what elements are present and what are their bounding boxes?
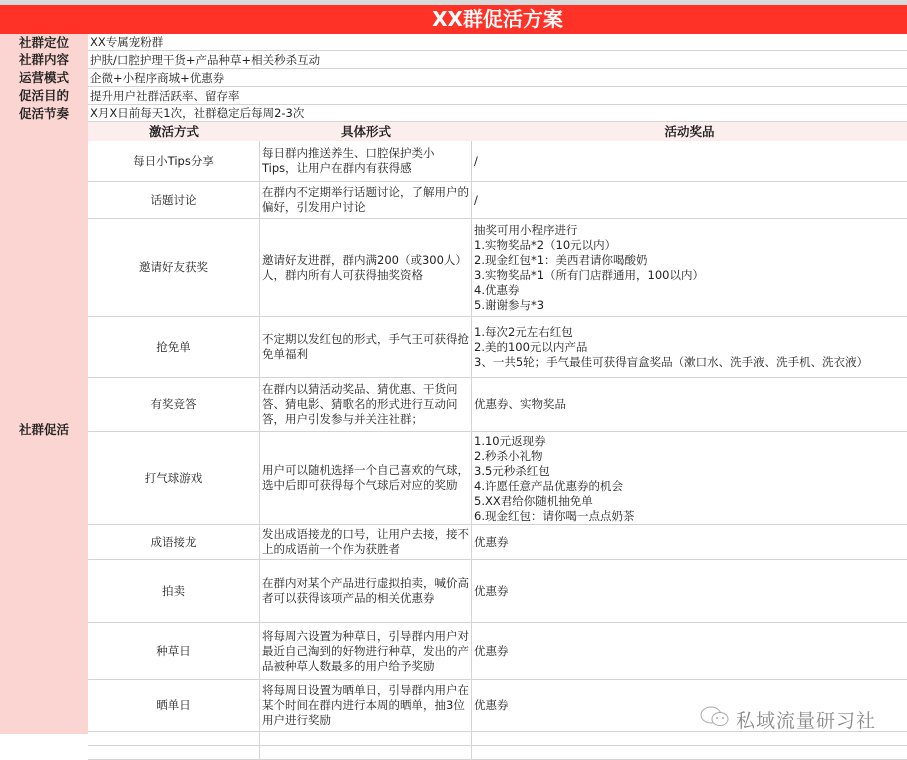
prize-line: / xyxy=(474,153,478,168)
prize-line: 5.谢谢参与*3 xyxy=(474,297,545,312)
form-cell[interactable]: 不定期以发红包的形式，手气王可获得抢免单福利 xyxy=(260,317,472,377)
table-row xyxy=(88,525,907,560)
prize-line: 4.优惠券 xyxy=(474,282,520,297)
form-cell[interactable]: 将每周六设置为种草日，引导群内用户对最近自己淘到的好物进行种草，发出的产品被种草人数最多的用户给予奖励 xyxy=(260,623,472,679)
prize-line: 1.实物奖品*2（10元以内） xyxy=(474,237,617,252)
watermark: 私域流量研习社 xyxy=(700,706,876,733)
prize-line: 3.实物奖品*1（所有门店群通用，100以内） xyxy=(474,267,704,282)
prize-cell[interactable] xyxy=(472,317,907,377)
prize-cell[interactable] xyxy=(472,623,907,679)
title-left-cell xyxy=(0,5,88,34)
prize-line: 抽奖可用小程序进行 xyxy=(474,222,578,237)
empty-row[interactable] xyxy=(88,732,907,746)
prize-line: 3、一共5轮；手气最佳可获得盲盒奖品（漱口水、洗手液、洗手机、洗衣液） xyxy=(474,354,869,369)
sheet-title: XX群促活方案 xyxy=(88,5,907,34)
header-prize: 活动奖品 xyxy=(472,122,907,141)
table-row xyxy=(88,141,907,182)
method-cell[interactable]: 有奖竞答 xyxy=(88,378,260,431)
method-cell[interactable]: 邀请好友获奖 xyxy=(88,219,260,316)
table-row xyxy=(88,432,907,525)
info-value[interactable]: 护肤/口腔护理干货+产品种草+相关秒杀互动 xyxy=(88,51,907,69)
prize-line: 6.现金红包：请你喝一点点奶茶 xyxy=(474,509,635,523)
form-cell[interactable]: 用户可以随机选择一个自己喜欢的气球，选中后即可获得每个气球后对应的奖励 xyxy=(260,432,472,524)
prize-line: 5.XX君给你随机抽免单 xyxy=(474,494,593,508)
info-label: 促活节奏 xyxy=(18,106,69,121)
form-cell[interactable]: 将每周日设置为晒单日，引导群内用户在某个时间在群内进行本周的晒单，抽3位用户进行奖励 xyxy=(260,680,472,731)
prize-line: 1.10元返现券 xyxy=(474,434,546,448)
method-cell[interactable]: 拍卖 xyxy=(88,560,260,622)
info-label: 促活目的 xyxy=(18,88,69,103)
form-cell[interactable]: 发出成语接龙的口号，让用户去接，接不上的成语前一个作为获胜者 xyxy=(260,525,472,559)
table-row xyxy=(88,317,907,378)
table-row xyxy=(88,378,907,432)
method-cell[interactable]: 话题讨论 xyxy=(88,182,260,218)
form-cell[interactable]: 邀请好友进群，群内满200（或300人）人，群内所有人可获得抽奖资格 xyxy=(260,219,472,316)
method-cell[interactable]: 种草日 xyxy=(88,623,260,679)
prize-line: 优惠券 xyxy=(474,583,509,598)
prize-line: 优惠券、实物奖品 xyxy=(474,397,566,411)
info-value[interactable]: XX专属宠粉群 xyxy=(88,34,907,51)
method-cell[interactable]: 每日小Tips分享 xyxy=(88,141,260,181)
prize-cell[interactable] xyxy=(472,560,907,622)
table-row xyxy=(88,623,907,680)
prize-line: 4.许愿任意产品优惠券的机会 xyxy=(474,479,623,493)
prize-line: 2.秒杀小礼物 xyxy=(474,449,543,463)
info-label: 运营模式 xyxy=(18,70,69,85)
method-cell[interactable]: 成语接龙 xyxy=(88,525,260,559)
info-label: 社群定位 xyxy=(18,35,69,50)
table-row xyxy=(88,182,907,219)
form-cell[interactable]: 在群内不定期举行话题讨论，了解用户的偏好，引发用户讨论 xyxy=(260,182,472,218)
wechat-icon xyxy=(700,706,730,733)
form-cell[interactable]: 在群内以猜活动奖品、猜优惠、干货问答、猜电影、猜歌名的形式进行互动问答，用户引发参与并关注社群； xyxy=(260,378,472,431)
method-cell[interactable]: 抢免单 xyxy=(88,317,260,377)
prize-cell[interactable] xyxy=(472,141,907,181)
form-cell[interactable]: 每日群内推送养生、口腔保护类小Tips，让用户在群内有获得感 xyxy=(260,141,472,181)
prize-cell[interactable] xyxy=(472,182,907,218)
info-value[interactable]: X月X日前每天1次，社群稳定后每周2-3次 xyxy=(88,105,907,122)
prize-cell[interactable] xyxy=(472,525,907,559)
prize-line: 优惠券 xyxy=(474,698,509,712)
prize-line: 优惠券 xyxy=(474,534,509,549)
prize-line: 2.美的100元以内产品 xyxy=(474,339,588,354)
left-label-column xyxy=(0,34,88,734)
method-cell[interactable]: 打气球游戏 xyxy=(88,432,260,524)
prize-line: / xyxy=(474,192,478,207)
info-value[interactable]: 提升用户社群活跃率、留存率 xyxy=(88,87,907,105)
prize-line: 优惠券 xyxy=(474,643,509,658)
table-row xyxy=(88,219,907,317)
header-form: 具体形式 xyxy=(260,122,472,141)
table-row xyxy=(88,560,907,623)
info-label: 社群内容 xyxy=(18,52,69,67)
method-cell[interactable]: 晒单日 xyxy=(88,680,260,731)
section-label: 社群促活 xyxy=(18,422,69,437)
header-method: 激活方式 xyxy=(88,122,260,141)
prize-cell[interactable] xyxy=(472,378,907,431)
prize-line: 3.5元秒杀红包 xyxy=(474,464,550,478)
form-cell[interactable]: 在群内对某个产品进行虚拟拍卖，喊价高者可以获得该项产品的相关优惠券 xyxy=(260,560,472,622)
prize-cell[interactable] xyxy=(472,432,907,524)
info-value[interactable]: 企微+小程序商城+优惠券 xyxy=(88,69,907,87)
prize-cell[interactable] xyxy=(472,219,907,316)
prize-line: 2.现金红包*1：美西君请你喝酸奶 xyxy=(474,252,648,267)
prize-line: 1.每次2元左右红包 xyxy=(474,324,573,339)
